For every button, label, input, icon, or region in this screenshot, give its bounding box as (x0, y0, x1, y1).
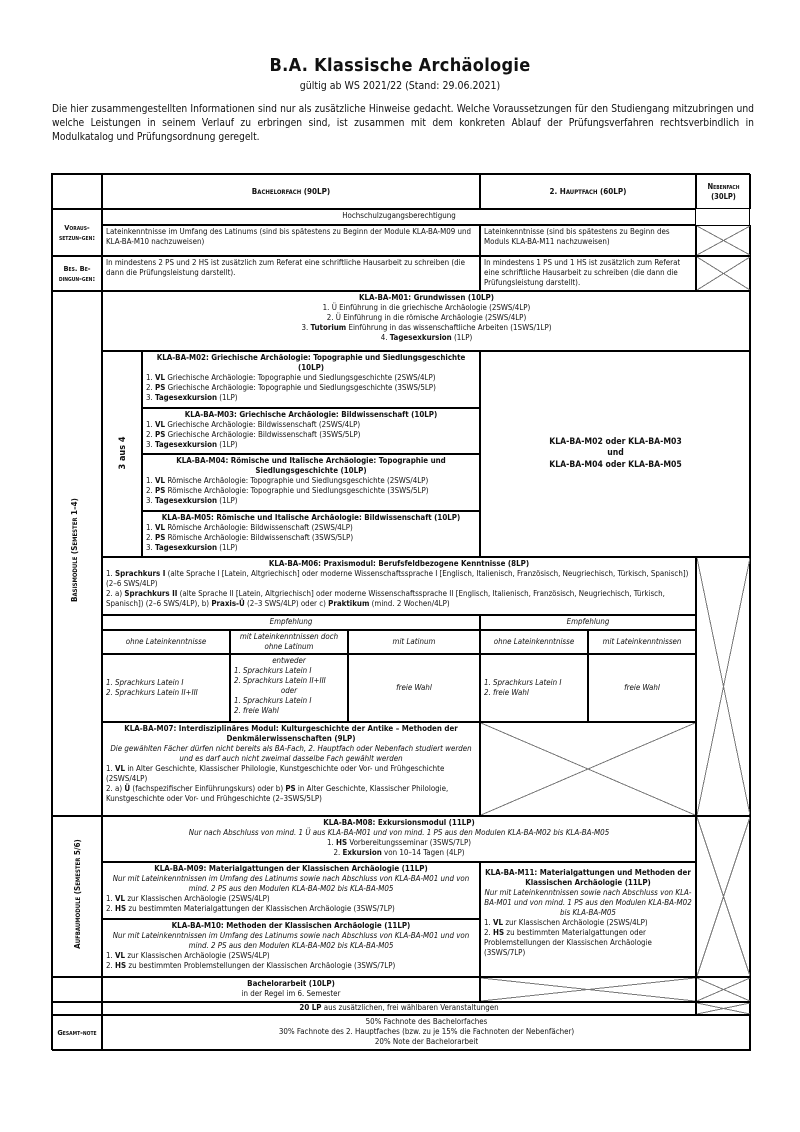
hf-module-choice: KLA-BA-M02 oder KLA-BA-M03 und KLA-BA-M04 oder KLA-BA-M05 (480, 351, 751, 557)
aufbau-nf-empty (696, 816, 751, 977)
label-gesamtnote: Gesamt-note (52, 1015, 102, 1051)
module-m11: KLA-BA-M11: Materialgattungen und Methoden der Klassischen Archäologie (11LP) Nur mit Lateinkenntnissen sowie nach Abschluss von KLA-BA-M01 und von mind. 1 PS aus den Modulen KLA-BA-M02 bis KLA-BA-M05 1. VL zur Klassischen Archäologie (2SWS/4LP) 2. HS zu bestimmten Materialgattungen oder Problemstellungen der Klassischen Archäologie (3SWS/7LP) (480, 862, 696, 977)
voraussetzung-ba: Lateinkenntnisse im Umfang des Latinums (sind bis spätestens zu Beginn der Module KLA-BA-M09 und KLA-BA-M10 nachzuweisen) (102, 225, 480, 256)
page-subtitle: gültig ab WS 2021/22 (Stand: 29.06.2021) (299, 80, 501, 92)
m07-hf-empty (480, 722, 696, 816)
bedingung-nf-empty (696, 256, 751, 291)
bachelorarbeit-hf-empty (480, 977, 696, 1002)
freie-veranstaltungen: 20 LP aus zusätzlichen, frei wählbaren Veranstaltungen (102, 1002, 696, 1015)
module-m07: KLA-BA-M07: Interdisziplinäres Modul: Kulturgeschichte der Antike – Methoden der Denkmälerwissenschaften (9LP) Die gewählten Fächer dürfen nicht bereits als BA-Fach, 2. Hauptfach oder Nebenfach studiert werden und es darf auch nicht zweimal dasselbe Fach gewählt werden 1. VL in Alter Geschichte, Klassischer Philologie, Kunstgeschichte oder Vor- und Frühgeschichte (2SWS/4LP) 2. a) Ü (fachspezifischer Einführungskurs) oder b) PS in Alter Geschichte, Klassischer Philologie, Kunstgeschichte oder Vor- und Frühgeschichte (2–3SWS/5LP) (102, 722, 480, 816)
bedingung-ba: In mindestens 2 PS und 2 HS ist zusätzlich zum Referat eine schriftliche Hausarbeit zu schreiben (die dann die Prüfungsleistung darstellt). (102, 256, 480, 291)
label-basismodule-cell (52, 291, 102, 816)
empfehlung-val-ohne-latein-hf: 1. Sprachkurs Latein I 2. freie Wahl (480, 654, 588, 722)
voraussetzung-nf-empty (696, 225, 751, 256)
curriculum-table (51, 173, 750, 1050)
empfehlung-col-ohne-latein-hf: ohne Lateinkenntnisse (480, 630, 588, 654)
module-m04: KLA-BA-M04: Römische und Italische Archäologie: Topographie und Siedlungsgeschichte (10LP) 1. VL Römische Archäologie: Topographie und Siedlungsgeschichte (2SWS/4LP) 2. PS Römische Archäologie: Topographie und Siedlungsgeschichte (3SWS/5LP) 3. Tagesexkursion (1LP) (142, 454, 480, 511)
module-m05: KLA-BA-M05: Römische und Italische Archäologie: Bildwissenschaft (10LP) 1. VL Römische Archäologie: Bildwissenschaft (2SWS/4LP) 2. PS Römische Archäologie: Bildwissenschaft (3SWS/5LP) 3. Tagesexkursion (1LP) (142, 511, 480, 557)
bedingung-hf: In mindestens 1 PS und 1 HS ist zusätzlich zum Referat eine schriftliche Hausarbeit zu schreiben (die dann die Prüfungsleistung darstellt). (480, 256, 696, 291)
voraussetzung-hf: Lateinkenntnisse (sind bis spätestens zu Beginn des Moduls KLA-BA-M11 nachzuweisen) (480, 225, 696, 256)
voraussetzung-common: Hochschulzugangsberechtigung (102, 209, 696, 225)
module-m03: KLA-BA-M03: Griechische Archäologie: Bildwissenschaft (10LP) 1. VL Griechische Archäologie: Bildwissenschaft (2SWS/4LP) 2. PS Griechische Archäologie: Bildwissenschaft (3SWS/5LP) 3. Tagesexkursion (1LP) (142, 408, 480, 454)
bachelorarbeit-label-empty (52, 977, 102, 1002)
empfehlung-ba-header: Empfehlung (102, 615, 480, 630)
empfehlung-col-ohne-latein-ba: ohne Lateinkenntnisse (102, 630, 230, 654)
label-3-aus-4: 3 aus 4 (118, 436, 128, 470)
header-bachelorfach: Bachelorfach (90LP) (102, 174, 480, 209)
header-nebenfach: Nebenfach (30LP) (696, 174, 751, 209)
bachelorarbeit-nf-empty (696, 977, 751, 1002)
frei-nf-empty (696, 1002, 751, 1015)
label-basismodule: Basismodule (Semester 1–4) (70, 498, 79, 602)
module-m02: KLA-BA-M02: Griechische Archäologie: Topographie und Siedlungsgeschichte (10LP) 1. VL Griechische Archäologie: Topographie und Siedlungsgeschichte (2SWS/4LP) 2. PS Griechische Archäologie: Topographie und Siedlungsgeschichte (3SWS/5LP) 3. Tagesexkursion (1LP) (142, 351, 480, 408)
empfehlung-val-mit-latein-ohne-latinum: entweder 1. Sprachkurs Latein I 2. Sprachkurs Latein II+III oder 1. Sprachkurs Latein I 2. freie Wahl (230, 654, 348, 722)
module-m06: KLA-BA-M06: Praxismodul: Berufsfeldbezogene Kenntnisse (8LP) 1. Sprachkurs I (alte Sprache I [Latein, Altgriechisch] oder moderne Wissenschaftssprache I [Englisch, Italienisch, Französisch, Neugriechisch, Türkisch, Spanisch]) (2–6 SWS/4LP) 2. a) Sprachkurs II (alte Sprache II [Latein, Altgriechisch] oder moderne Wissenschaftssprache II [Englisch, Italienisch, Französisch, Neugriechisch, Türkisch, Spanisch]) (2–6 SWS/4LP), b) Praxis-Ü (2–3 SWS/4LP) oder c) Praktikum (mind. 2 Wochen/4LP) (102, 557, 696, 615)
bachelorarbeit: Bachelorarbeit (10LP) in der Regel im 6. Semester (102, 977, 480, 1002)
label-3-aus-4-cell (102, 351, 142, 557)
corner-cell (52, 174, 102, 209)
empfehlung-col-mit-latinum: mit Latinum (348, 630, 480, 654)
empfehlung-col-mit-latein-hf: mit Lateinkenntnissen (588, 630, 696, 654)
header-hauptfach: 2. Hauptfach (60LP) (480, 174, 696, 209)
label-bedingungen: Bes. Be-dingun-gen: (52, 256, 102, 291)
empfehlung-val-mit-latinum: freie Wahl (348, 654, 480, 722)
m06-m07-nf-empty (696, 557, 751, 816)
empfehlung-col-mit-latein-ohne-latinum: mit Lateinkenntnissen doch ohne Latinum (230, 630, 348, 654)
module-m08: KLA-BA-M08: Exkursionsmodul (11LP) Nur nach Abschluss von mind. 1 Ü aus KLA-BA-M01 und von mind. 1 PS aus den Modulen KLA-BA-M02 bis KLA-BA-M05 1. HS Vorbereitungsseminar (3SWS/7LP) 2. Exkursion von 10–14 Tagen (4LP) (102, 816, 696, 862)
empfehlung-val-ohne-latein-ba: 1. Sprachkurs Latein I 2. Sprachkurs Latein II+III (102, 654, 230, 722)
module-m10: KLA-BA-M10: Methoden der Klassischen Archäologie (11LP) Nur mit Lateinkenntnissen im Umfang des Latinums sowie nach Abschluss von KLA-BA-M01 und von mind. 2 PS aus den Modulen KLA-BA-M02 bis KLA-BA-M05 1. VL zur Klassischen Archäologie (2SWS/4LP) 2. HS zu bestimmten Problemstellungen der Klassischen Archäologie (3SWS/7LP) (102, 919, 480, 977)
intro-text: Die hier zusammengestellten Informationen sind nur als zusätzliche Hinweise gedacht. Welche Voraussetzungen für den Studiengang mitzubringen und welche Leistungen in seinem Verlauf zu erbringen sind, ist zusammen mit dem konkreten Ablauf der Prüfungsverfahren rechtsverbindlich in Modulkatalog und Prüfungsordnung geregelt. (52, 104, 754, 143)
empfehlung-val-mit-latein-hf: freie Wahl (588, 654, 696, 722)
label-aufbaumodule-cell (52, 816, 102, 977)
label-aufbaumodule: Aufbaumodule (Semester 5/6) (73, 839, 82, 949)
module-m09: KLA-BA-M09: Materialgattungen der Klassischen Archäologie (11LP) Nur mit Lateinkenntnissen im Umfang des Latinums sowie nach Abschluss von KLA-BA-M01 und von mind. 2 PS aus den Modulen KLA-BA-M02 bis KLA-BA-M05 1. VL zur Klassischen Archäologie (2SWS/4LP) 2. HS zu bestimmten Materialgattungen der Klassischen Archäologie (3SWS/7LP) (102, 862, 480, 919)
label-voraussetzungen: Voraus-setzun-gen: (52, 209, 102, 256)
gesamtnote: 50% Fachnote des Bachelorfaches 30% Fachnote des 2. Hauptfaches (bzw. zu je 15% die Fachnoten der Nebenfächer) 20% Note der Bachelorarbeit (102, 1015, 751, 1051)
module-m01: KLA-BA-M01: Grundwissen (10LP) 1. Ü Einführung in die griechische Archäologie (2SWS/4LP) 2. Ü Einführung in die römische Archäologie (2SWS/4LP) 3. Tutorium Einführung in das wissenschaftliche Arbeiten (1SWS/1LP) 4. Tagesexkursion (1LP) (102, 291, 751, 351)
frei-label-empty (52, 1002, 102, 1015)
empfehlung-hf-header: Empfehlung (480, 615, 696, 630)
page-title: B.A. Klassische Archäologie (269, 55, 531, 76)
